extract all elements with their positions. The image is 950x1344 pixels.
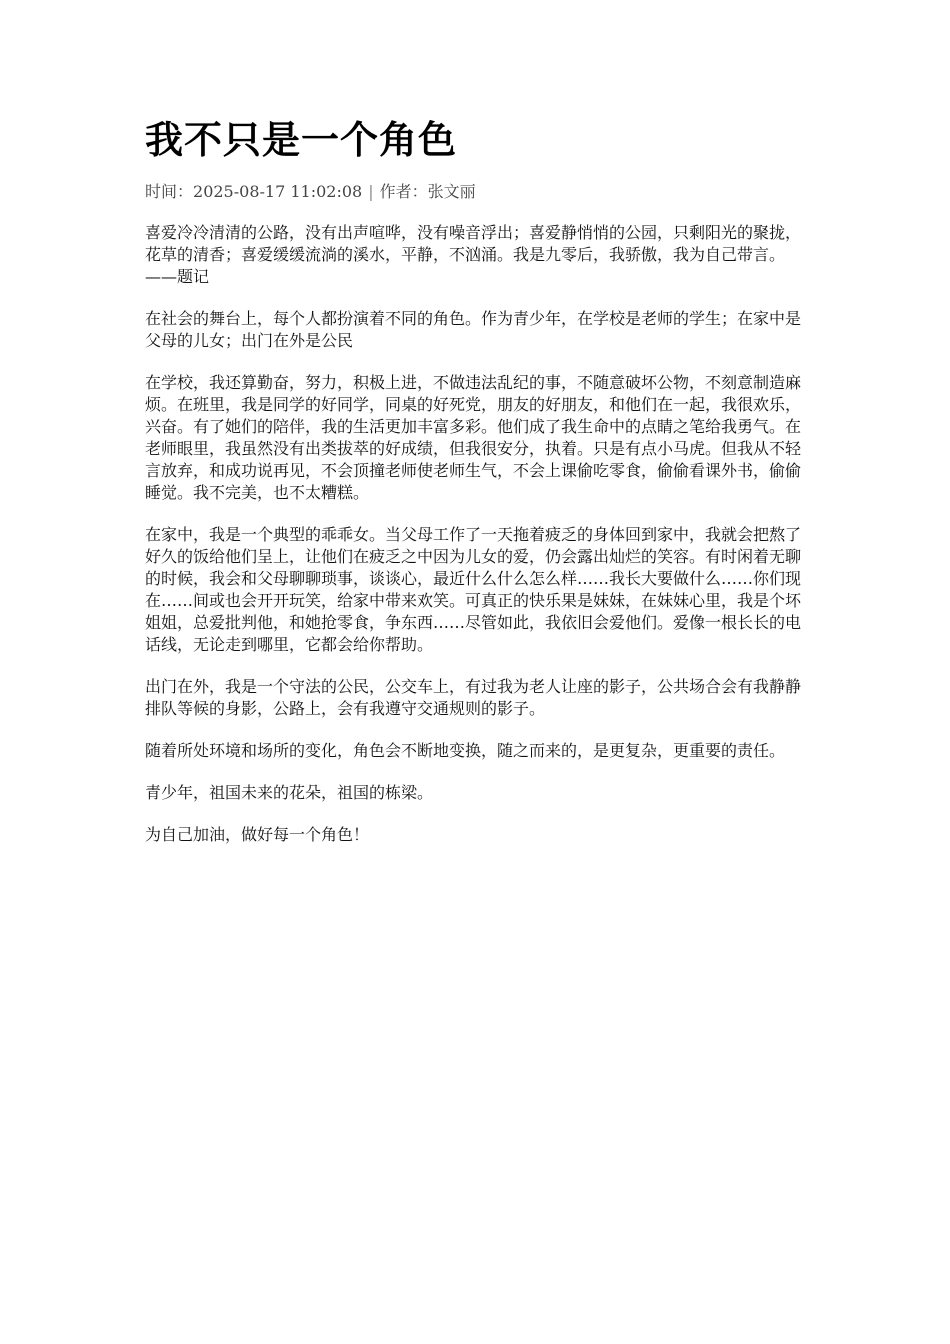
article-title: 我不只是一个角色 bbox=[145, 117, 458, 162]
paragraph-outside: 出门在外，我是一个守法的公民，公交车上，有过我为老人让座的影子，公共场合会有我静静排队等候的身影，公路上，会有我遵守交通规则的影子。 bbox=[145, 677, 802, 718]
paragraph-home: 在家中，我是一个典型的乖乖女。当父母工作了一天拖着疲乏的身体回到家中，我就会把熬了好久的饭给他们呈上，让他们在疲乏之中因为儿女的爱，仍会露出灿烂的笑容。有时闲着无聊的时候，我会和父母聊聊琐事，谈谈心，最近什么什么怎么样……我长大要做什么……你们现在……间或也会开开玩笑，给家中带来欢笑。可真正的快乐果是妹妹，在妹妹心里，我是个坏姐姐，总爱批判他，和她抢零食，争东西……尽管如此，我依旧会爱他们。爱像一根长长的电话线，无论走到哪里，它都会给你帮助。 bbox=[145, 525, 802, 654]
paragraph-youth: 青少年，祖国未来的花朵，祖国的栋梁。 bbox=[145, 783, 434, 802]
author-label: 作者： bbox=[379, 182, 428, 201]
article-body bbox=[145, 222, 810, 846]
paragraph-intro: 在社会的舞台上，每个人都扮演着不同的角色。作为青少年，在学校是老师的学生；在家中是父母的儿女；出门在外是公民 bbox=[145, 309, 802, 350]
article bbox=[145, 112, 810, 866]
paragraph-closing: 为自己加油，做好每一个角色！ bbox=[145, 825, 370, 844]
time-label: 时间： bbox=[145, 182, 194, 201]
time-value: 2025-08-17 11:02:08 bbox=[193, 182, 363, 201]
meta-separator: | bbox=[368, 182, 374, 201]
paragraph-school: 在学校，我还算勤奋，努力，积极上进，不做违法乱纪的事，不随意破坏公物，不刻意制造麻烦。在班里，我是同学的好同学，同桌的好死党，朋友的好朋友，和他们在一起，我很欢乐，兴奋。有了她们的陪伴，我的生活更加丰富多彩。他们成了我生命中的点睛之笔给我勇气。在老师眼里，我虽然没有出类拔萃的好成绩，但我很安分，执着。只是有点小马虎。但我从不轻言放弃，和成功说再见，不会顶撞老师使老师生气，不会上课偷吃零食，偷偷看课外书，偷偷睡觉。我不完美，也不太糟糕。 bbox=[145, 373, 802, 502]
paragraph-change: 随着所处环境和场所的变化，角色会不断地变换，随之而来的，是更复杂，更重要的责任。 bbox=[145, 741, 786, 760]
paragraph-epigraph: 喜爱冷冷清清的公路，没有出声喧哗，没有噪音浮出；喜爱静悄悄的公园，只剩阳光的聚拢，花草的清香；喜爱缓缓流淌的溪水，平静，不汹涌。我是九零后，我骄傲，我为自己带言。——题记 bbox=[145, 223, 802, 286]
article-meta bbox=[145, 181, 810, 203]
author-value: 张文丽 bbox=[427, 182, 476, 201]
